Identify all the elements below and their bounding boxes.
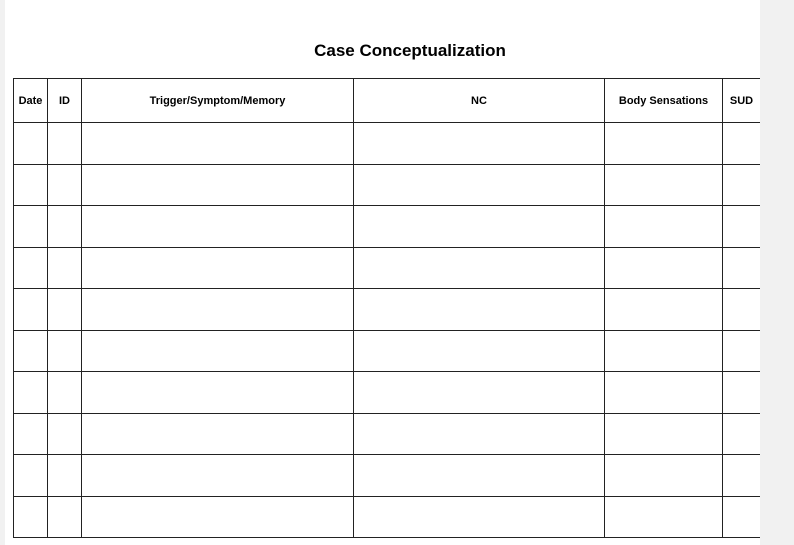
cell-body[interactable] bbox=[605, 164, 723, 206]
cell-trigger[interactable] bbox=[82, 289, 354, 331]
cell-trigger[interactable] bbox=[82, 372, 354, 414]
cell-body[interactable] bbox=[605, 123, 723, 165]
cell-nc[interactable] bbox=[354, 206, 605, 248]
cell-id[interactable] bbox=[48, 372, 82, 414]
table-row bbox=[14, 289, 761, 331]
table-body bbox=[14, 123, 761, 538]
cell-date[interactable] bbox=[14, 247, 48, 289]
cell-sud[interactable] bbox=[723, 123, 761, 165]
cell-date[interactable] bbox=[14, 206, 48, 248]
cell-sud[interactable] bbox=[723, 413, 761, 455]
cell-sud[interactable] bbox=[723, 164, 761, 206]
cell-trigger[interactable] bbox=[82, 413, 354, 455]
header-id: ID bbox=[48, 79, 82, 123]
header-sud: SUD bbox=[723, 79, 761, 123]
cell-date[interactable] bbox=[14, 455, 48, 497]
cell-id[interactable] bbox=[48, 413, 82, 455]
table-row bbox=[14, 247, 761, 289]
cell-nc[interactable] bbox=[354, 289, 605, 331]
cell-trigger[interactable] bbox=[82, 164, 354, 206]
cell-id[interactable] bbox=[48, 164, 82, 206]
cell-body[interactable] bbox=[605, 206, 723, 248]
cell-sud[interactable] bbox=[723, 289, 761, 331]
table-row bbox=[14, 123, 761, 165]
cell-body[interactable] bbox=[605, 455, 723, 497]
cell-id[interactable] bbox=[48, 247, 82, 289]
cell-nc[interactable] bbox=[354, 455, 605, 497]
cell-nc[interactable] bbox=[354, 247, 605, 289]
cell-trigger[interactable] bbox=[82, 247, 354, 289]
cell-sud[interactable] bbox=[723, 206, 761, 248]
cell-date[interactable] bbox=[14, 372, 48, 414]
cell-trigger[interactable] bbox=[82, 206, 354, 248]
cell-date[interactable] bbox=[14, 330, 48, 372]
viewer-background bbox=[760, 0, 794, 545]
cell-date[interactable] bbox=[14, 164, 48, 206]
cell-body[interactable] bbox=[605, 496, 723, 538]
cell-id[interactable] bbox=[48, 496, 82, 538]
cell-date[interactable] bbox=[14, 413, 48, 455]
header-nc: NC bbox=[354, 79, 605, 123]
cell-id[interactable] bbox=[48, 289, 82, 331]
cell-id[interactable] bbox=[48, 206, 82, 248]
cell-body[interactable] bbox=[605, 289, 723, 331]
header-body-sensations: Body Sensations bbox=[605, 79, 723, 123]
cell-date[interactable] bbox=[14, 289, 48, 331]
cell-trigger[interactable] bbox=[82, 330, 354, 372]
cell-sud[interactable] bbox=[723, 330, 761, 372]
cell-sud[interactable] bbox=[723, 455, 761, 497]
cell-nc[interactable] bbox=[354, 164, 605, 206]
cell-body[interactable] bbox=[605, 247, 723, 289]
cell-nc[interactable] bbox=[354, 330, 605, 372]
cell-body[interactable] bbox=[605, 372, 723, 414]
header-date: Date bbox=[14, 79, 48, 123]
cell-body[interactable] bbox=[605, 330, 723, 372]
table-row bbox=[14, 413, 761, 455]
cell-sud[interactable] bbox=[723, 247, 761, 289]
cell-nc[interactable] bbox=[354, 413, 605, 455]
table-row bbox=[14, 496, 761, 538]
cell-trigger[interactable] bbox=[82, 455, 354, 497]
table-row bbox=[14, 455, 761, 497]
table-row bbox=[14, 372, 761, 414]
cell-nc[interactable] bbox=[354, 372, 605, 414]
cell-nc[interactable] bbox=[354, 123, 605, 165]
table-header-row bbox=[14, 79, 761, 123]
cell-id[interactable] bbox=[48, 330, 82, 372]
document-page bbox=[5, 0, 760, 545]
cell-id[interactable] bbox=[48, 455, 82, 497]
cell-trigger[interactable] bbox=[82, 496, 354, 538]
cell-trigger[interactable] bbox=[82, 123, 354, 165]
cell-date[interactable] bbox=[14, 496, 48, 538]
cell-id[interactable] bbox=[48, 123, 82, 165]
cell-date[interactable] bbox=[14, 123, 48, 165]
cell-body[interactable] bbox=[605, 413, 723, 455]
cell-nc[interactable] bbox=[354, 496, 605, 538]
cell-sud[interactable] bbox=[723, 496, 761, 538]
page-title: Case Conceptualization bbox=[314, 41, 506, 60]
table-row bbox=[14, 206, 761, 248]
cell-sud[interactable] bbox=[723, 372, 761, 414]
header-trigger: Trigger/Symptom/Memory bbox=[82, 79, 354, 123]
table-row bbox=[14, 164, 761, 206]
table-row bbox=[14, 330, 761, 372]
case-table bbox=[13, 78, 760, 538]
